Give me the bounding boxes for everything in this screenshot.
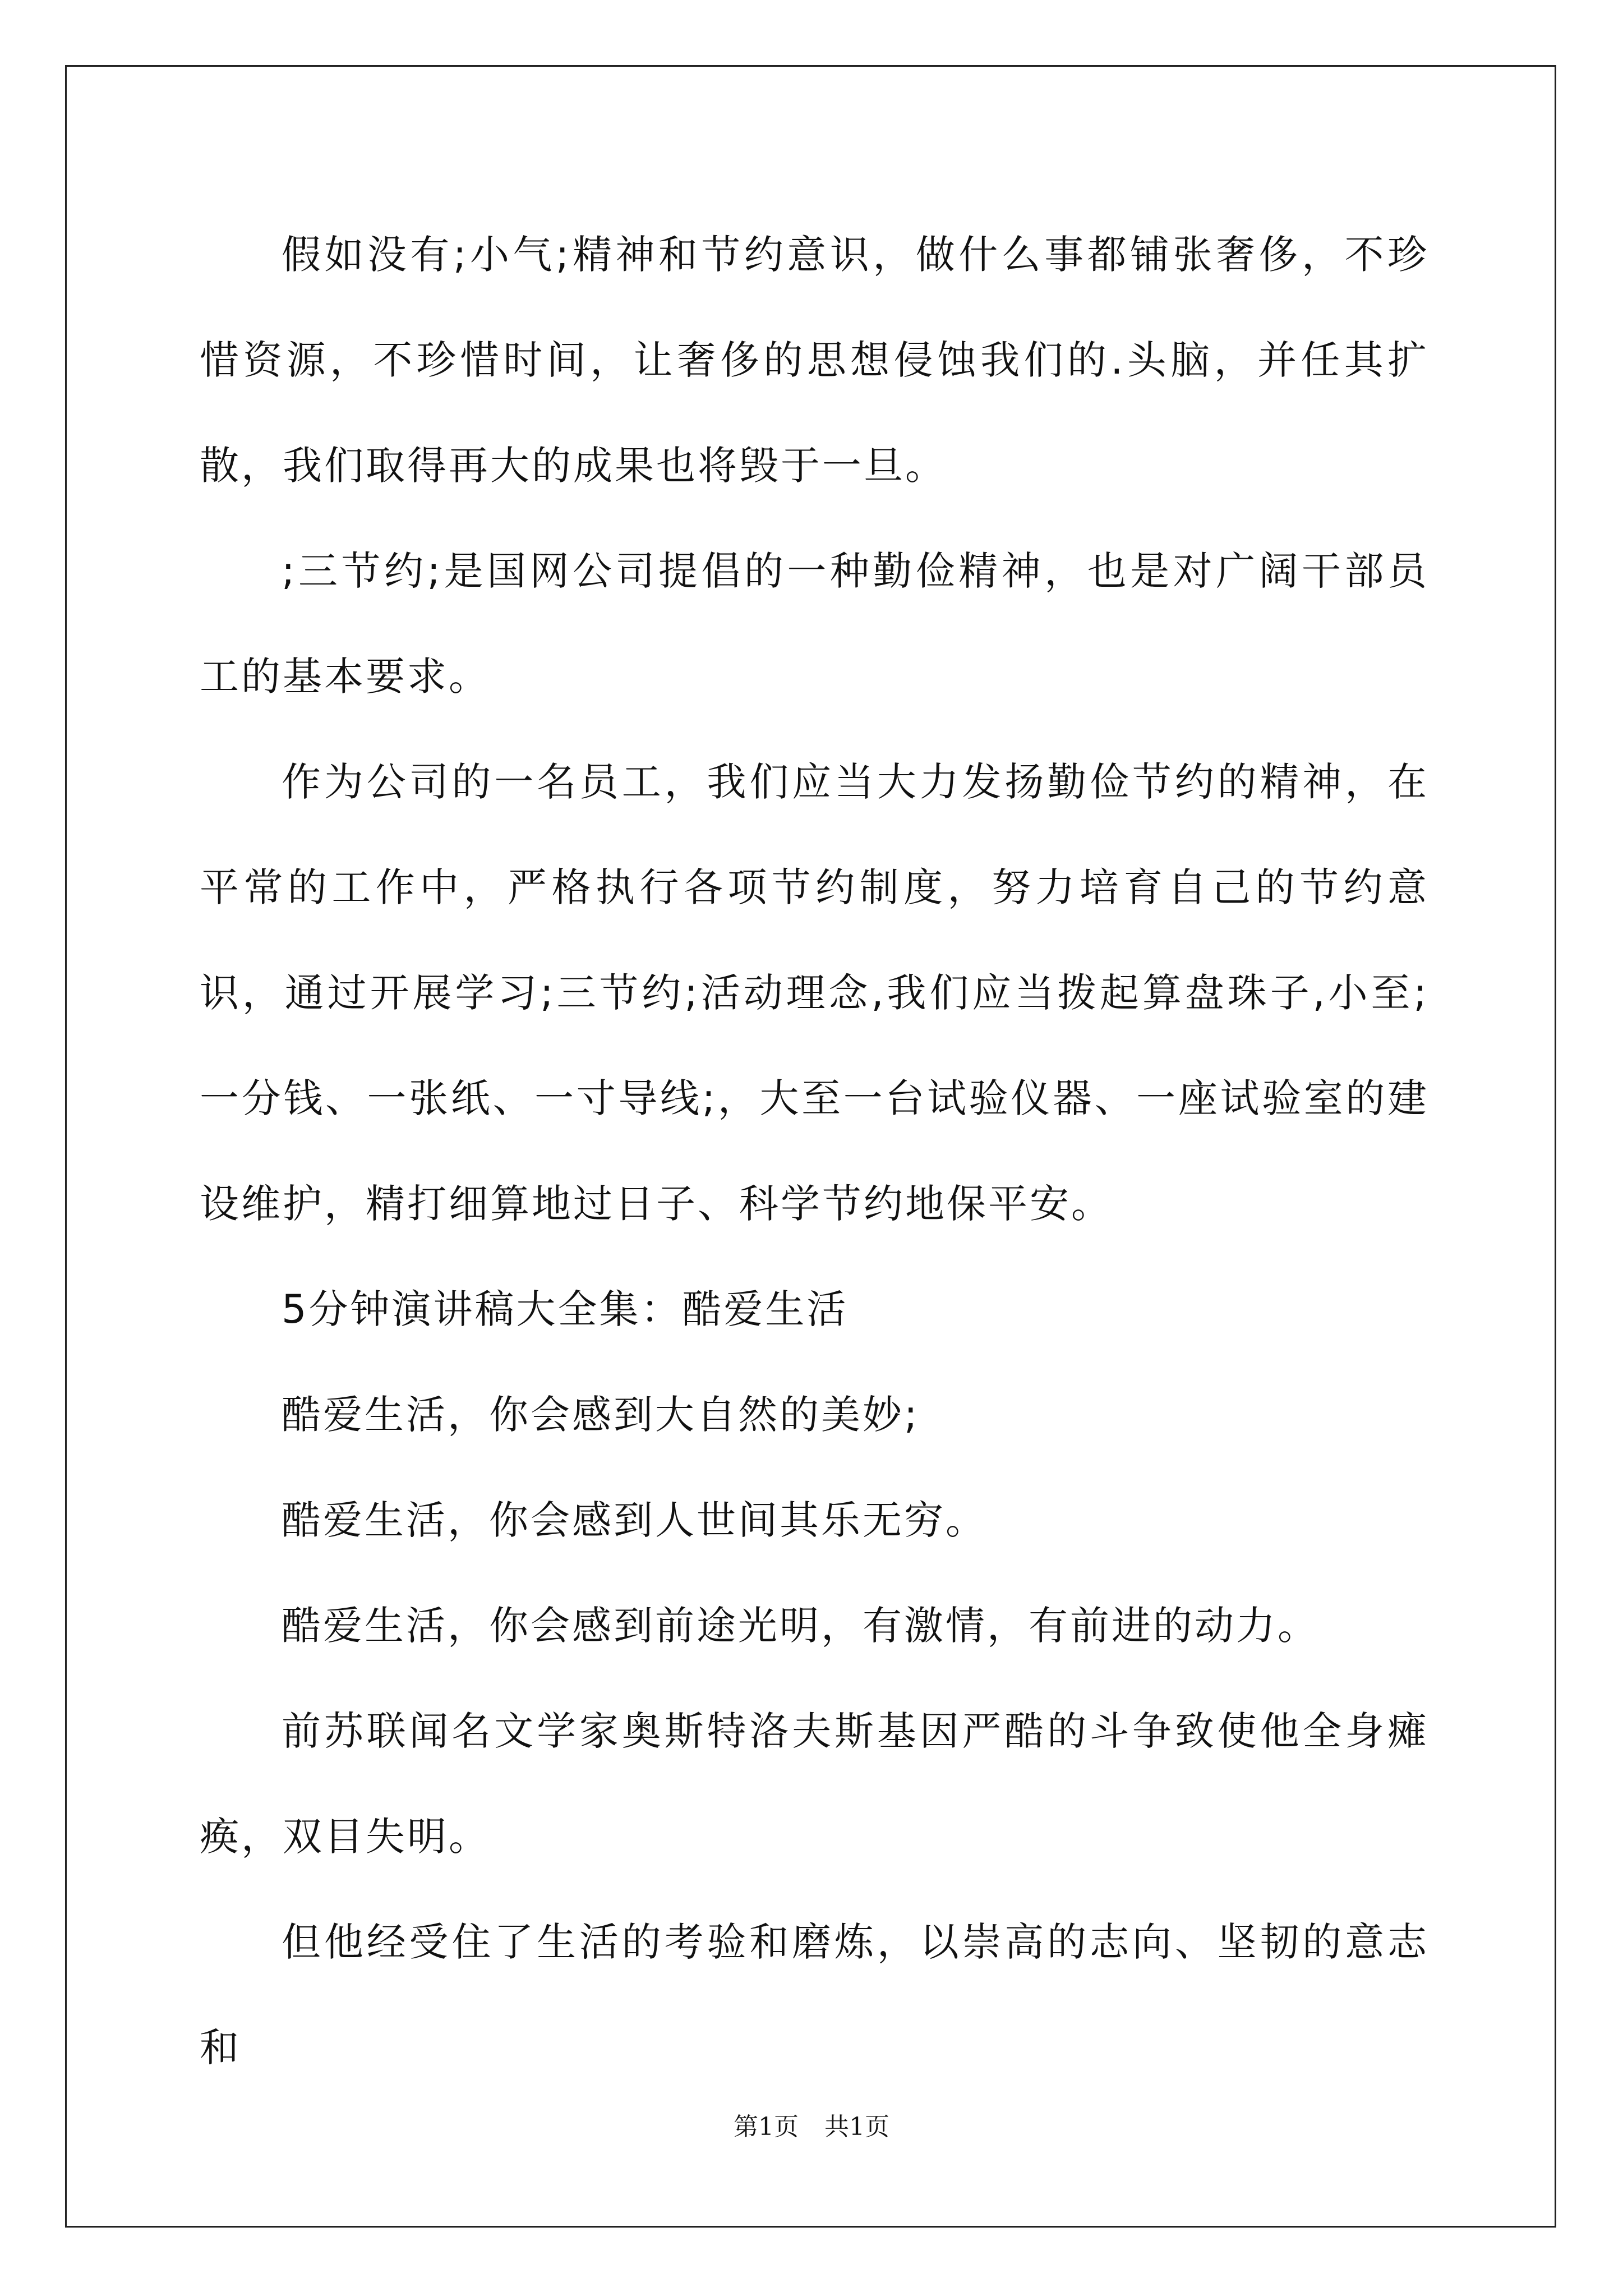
paragraph-7: 酷爱生活，你会感到前途光明，有激情，有前进的动力。 [282,1603,1319,1649]
page-footer [0,2106,1623,2142]
document-body [200,202,1429,2100]
paragraph-1: 假如没有;小气;精神和节约意识，做什么事都铺张奢侈，不珍惜资源，不珍惜时间，让奢侈的思想侵蚀我们的.头脑，并任其扩散，我们取得再大的成果也将毁于一旦。 [200,232,1429,489]
paragraph-6: 酷爱生活，你会感到人世间其乐无穷。 [282,1497,987,1543]
page-number-total: 共1页 [824,2113,889,2141]
paragraph-9: 但他经受住了生活的考验和磨炼，以崇高的志向、坚韧的意志和 [200,1919,1429,2070]
page-number-current: 第1页 [734,2113,799,2141]
paragraph-3: 作为公司的一名员工，我们应当大力发扬勤俭节约的精神，在平常的工作中，严格执行各项节约制度，努力培育自己的节约意识，通过开展学习;三节约;活动理念,我们应当拨起算盘珠子,小至;一分钱、一张纸、一寸导线;，大至一台试验仪器、一座试验室的建设维护，精打细算地过日子、科学节约地保平安。 [200,759,1429,1227]
paragraph-8: 前苏联闻名文学家奥斯特洛夫斯基因严酷的斗争致使他全身瘫痪，双目失明。 [200,1708,1429,1860]
paragraph-5: 酷爱生活，你会感到大自然的美妙; [282,1392,920,1438]
paragraph-2: ;三节约;是国网公司提倡的一种勤俭精神，也是对广阔干部员工的基本要求。 [200,548,1429,700]
section-heading: 5分钟演讲稿大全集：酷爱生活 [282,1286,849,1332]
